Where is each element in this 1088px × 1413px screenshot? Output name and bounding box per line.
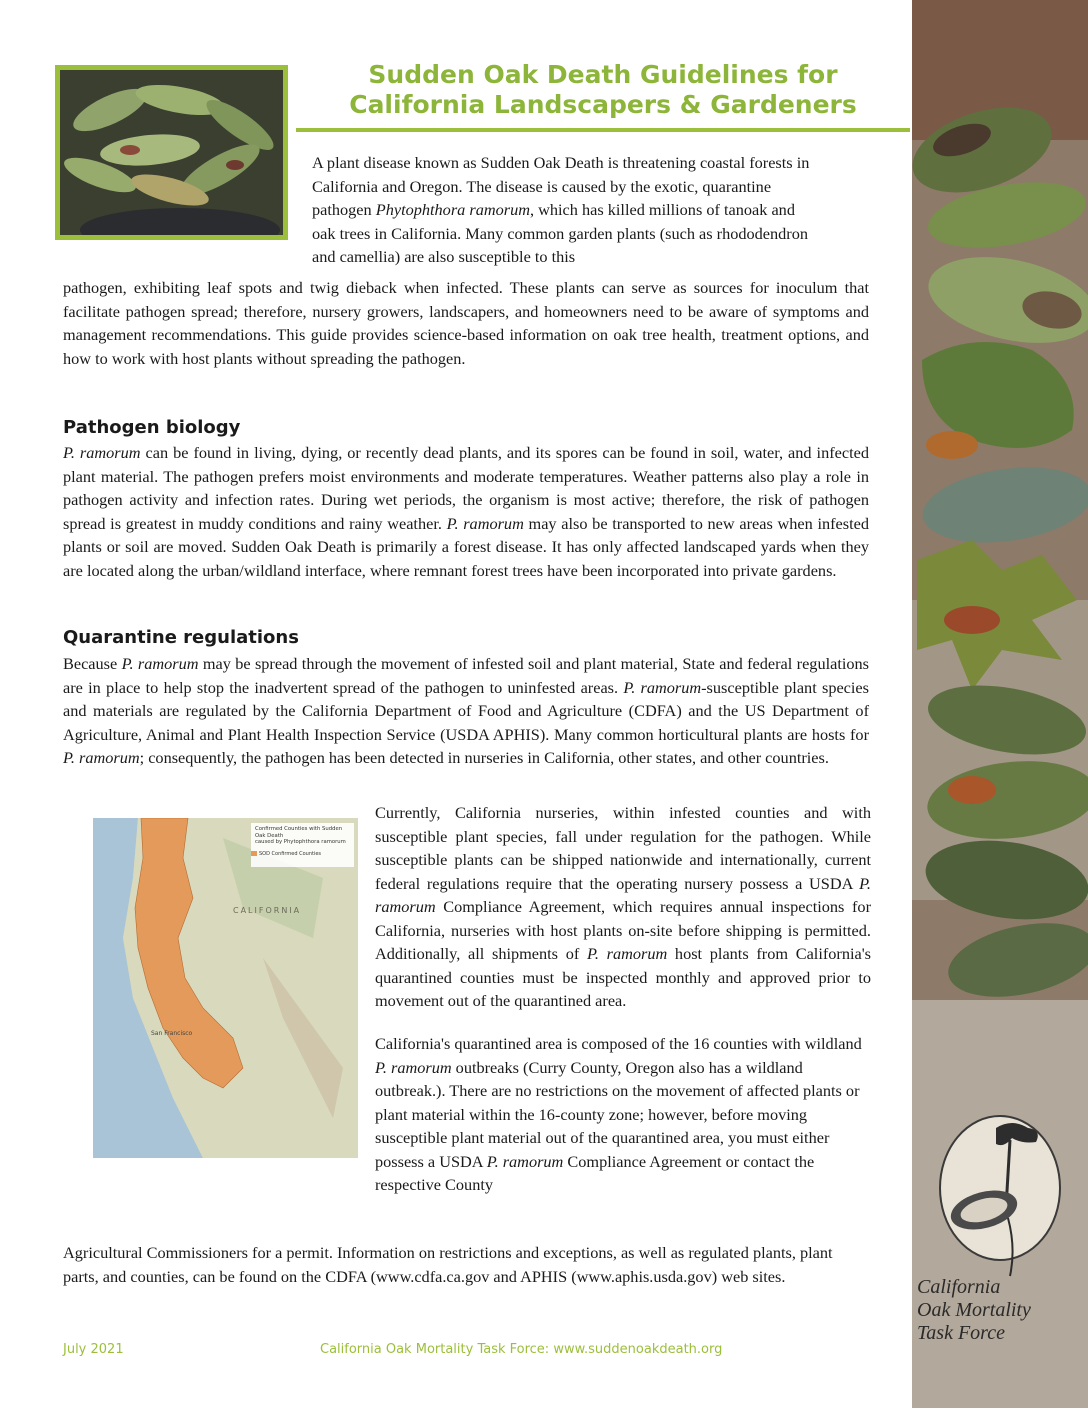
quarantined-text-1: California's quarantined area is composed of the 16 counties with wildland (375, 1034, 862, 1053)
quarantine-text-1: Because (63, 654, 122, 673)
nurseries-text-3: host plants from California's quarantined counties must be inspected monthly and approved prior to movement out of the quarantined area. (375, 944, 871, 1010)
footer-date: July 2021 (63, 1342, 124, 1357)
map-graphic (93, 818, 358, 1158)
pathogen-text-1: can be found in living, dying, or recently dead plants, and its spores can be found in soil, water, and infected plant material. The pathogen prefers moist environments and moderate temperatures. Weather patterns also play a role in pathogen activity and infection rates. During wet periods, the organism is most active; therefore, the risk of pathogen spread is greatest in muddy conditions and rainy weather. (63, 443, 869, 533)
quarantine-paragraph (63, 652, 869, 770)
legend-item-label: SOD Confirmed Counties (259, 851, 322, 857)
intro-paragraph (312, 151, 810, 269)
page-title (296, 60, 910, 120)
nurseries-text-1: Currently, California nurseries, within infested counties and with susceptible plant species, fall under regulation for the pathogen. While susceptible plants can be shipped nationwide and internationally, current federal regulations require that the operating nursery possess a USDA (375, 803, 871, 893)
quarantined-text-3: Compliance Agreement or contact the respective County (375, 1151, 815, 1194)
california-sod-map (93, 818, 358, 1158)
acorn-seedling-icon (932, 1108, 1072, 1288)
rhododendron-photo-icon (60, 70, 283, 235)
species-italic: P. ramorum (121, 654, 199, 673)
title-line-2: California Landscapers & Gardeners (349, 90, 857, 119)
species-italic: P. ramorum (375, 1057, 452, 1077)
footer-website: California Oak Mortality Task Force: www.suddenoakdeath.org (320, 1342, 723, 1357)
species-italic: P. ramorum (63, 748, 140, 767)
quarantine-text-2: may be spread through the movement of infested soil and plant material, State and federal regulations are in place to help stop the inadvertent spread of the pathogen to uninfested areas. (63, 654, 870, 697)
title-divider (296, 128, 910, 132)
intro-continuation: pathogen, exhibiting leaf spots and twig dieback when infected. These plants can serve as sources for inoculum that facilitate pathogen spread; therefore, nursery growers, landscapers, and homeowners need to be aware of symptoms and management recommendations. This guide provides science-based information on oak tree health, treatment options, and how to work with host plants without spreading the pathogen. (63, 278, 869, 368)
nurseries-text-2: Compliance Agreement, which requires annual inspections for California, nurseries with host plants on-site before shipping is permitted. Additionally, all shipments of (375, 897, 871, 963)
cmtf-logo (932, 1108, 1072, 1288)
intro-lead-rest: , which has killed millions of tanoak and oak trees in California. Many common garden plants (such as rhododendron and camellia) are also susceptible to this (312, 200, 808, 266)
pathogen-text-2: may also be transported to new areas when infested plants or soil are moved. Sudden Oak Death is primarily a forest disease. It has only affected landscaped yards when they are located along the urban/wildland interface, where remnant forest trees have been incorporated into private gardens. (63, 513, 869, 580)
map-city-label: San Francisco (151, 1030, 193, 1037)
quarantined-area-continuation: Agricultural Commissioners for a permit. Information on restrictions and exceptions, as well as regulated plants, plant parts, and counties, can be found on the CDFA (www.cdfa.ca.gov and APHIS (www.aphis.usda.gov) web sites. (63, 1243, 833, 1286)
map-state-label: CALIFORNIA (233, 906, 302, 915)
species-italic: P. ramorum (375, 873, 871, 916)
quarantine-heading: Quarantine regulations (63, 627, 299, 648)
quarantined-text-2: outbreaks (Curry County, Oregon also has a wildland outbreak.). There are no restrictions on the movement of affected plants or plant material within the 16-county zone; however, before moving susceptible plant material out of the quarantined area, you must either possess a USDA (375, 1057, 860, 1171)
quarantine-text-4: ; consequently, the pathogen has been detected in nurseries in California, other states, and other countries. (139, 748, 829, 767)
pathogen-biology-heading: Pathogen biology (63, 417, 241, 438)
quarantine-text-3: -susceptible plant species and materials are regulated by the California Department of Food and Agriculture (CDFA) and the US Department of Agriculture, Animal and Plant Health Inspection Service (USDA APHIS). Many common horticultural plants are hosts for (63, 677, 869, 744)
species-italic: P. ramorum (446, 513, 524, 533)
cmtf-logo-text (917, 1276, 1057, 1345)
header-photo (55, 65, 288, 240)
nurseries-paragraph (375, 801, 871, 1013)
logo-line-2: Oak Mortality (917, 1299, 1031, 1321)
species-italic: P. ramorum (486, 1151, 564, 1171)
logo-line-1: California (917, 1276, 1001, 1298)
quarantined-area-paragraph (375, 1032, 871, 1197)
species-italic: P. ramorum (623, 677, 702, 697)
intro-italic-species: Phytophthora ramorum (375, 200, 530, 219)
species-italic: P. ramorum (587, 944, 668, 963)
legend-title-line-2: caused by Phytophthora ramorum (255, 839, 346, 845)
pathogen-biology-paragraph (63, 441, 869, 582)
legend-title-line-1: Confirmed Counties with Sudden Oak Death (255, 826, 343, 839)
logo-line-3: Task Force (917, 1322, 1005, 1344)
map-legend-title (255, 826, 351, 846)
title-line-1: Sudden Oak Death Guidelines for (368, 60, 838, 89)
intro-lead: A plant disease known as Sudden Oak Death is threatening coastal forests in California and Oregon. The disease is caused by the exotic, quarantine pathogen (312, 153, 810, 219)
species-italic: P. ramorum (63, 443, 141, 462)
legend-swatch (251, 851, 257, 856)
